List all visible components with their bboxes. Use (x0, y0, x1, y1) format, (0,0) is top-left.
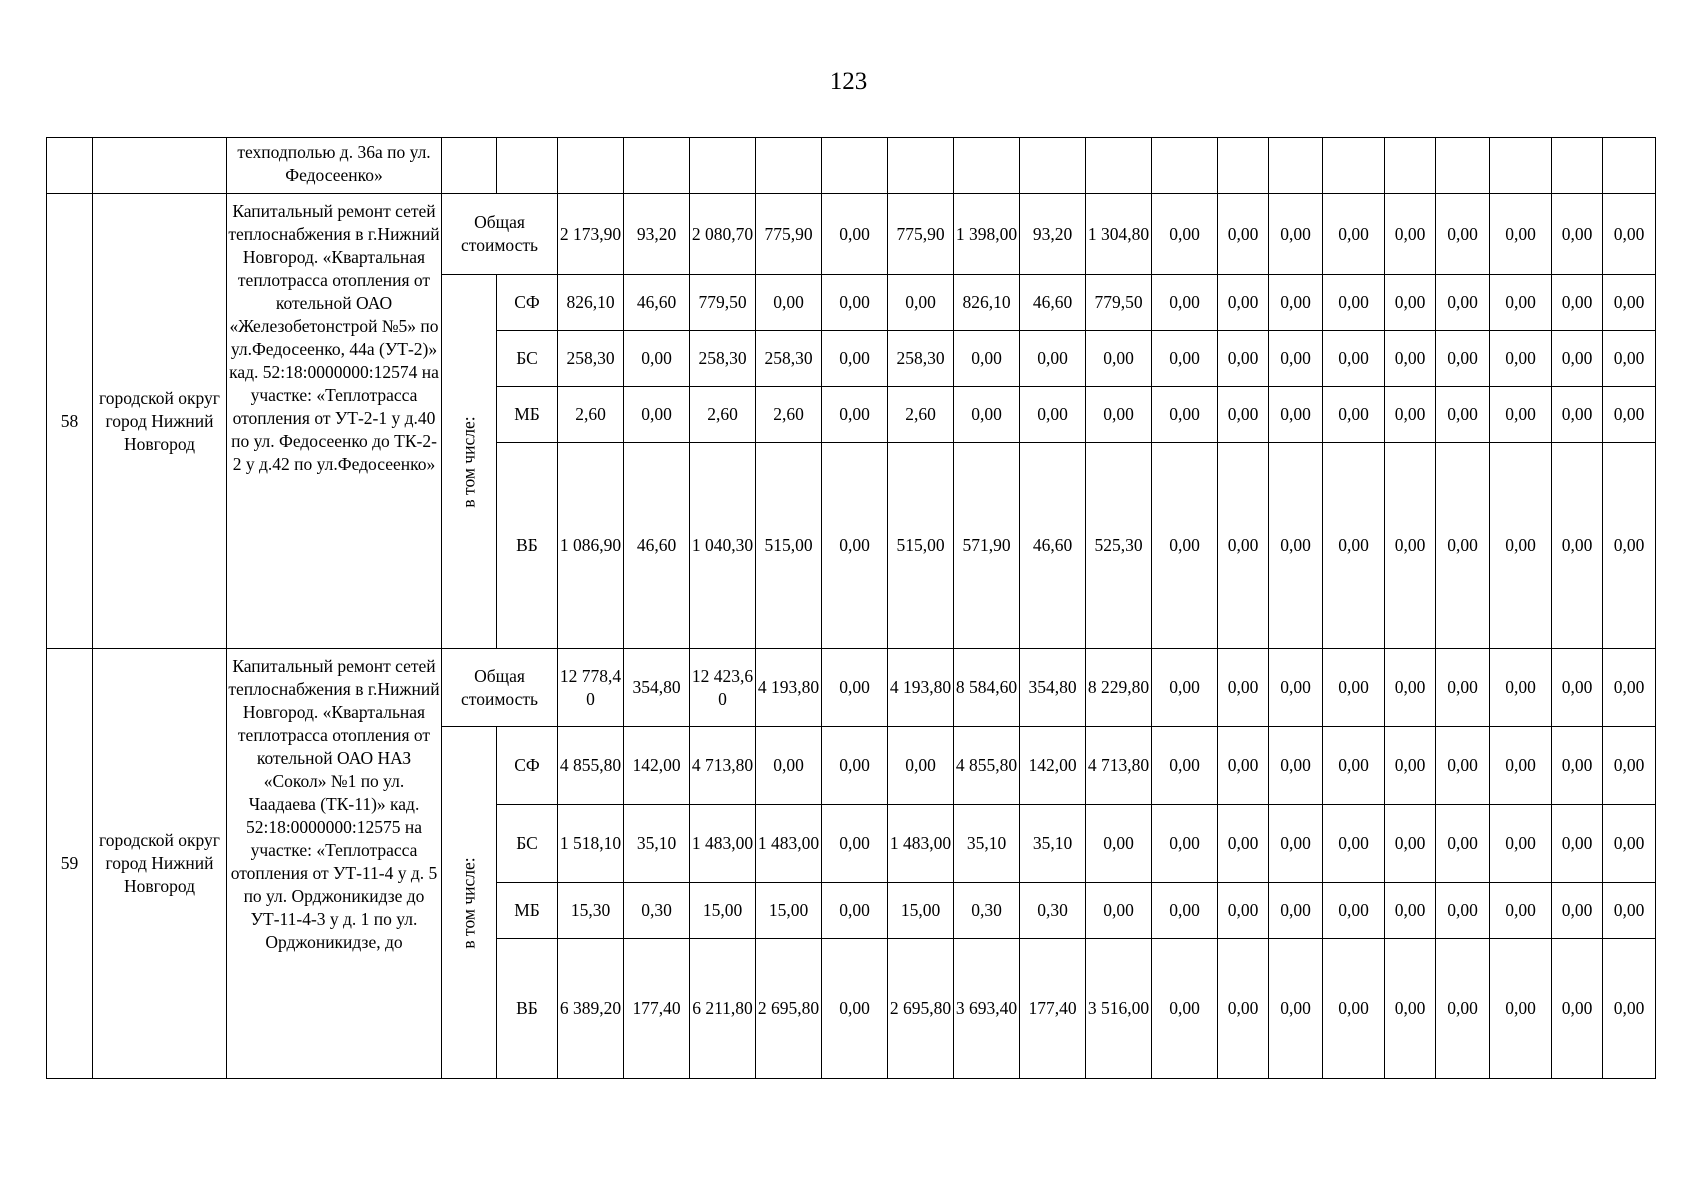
empty-cell (1152, 138, 1218, 194)
value-cell: 0,00 (1603, 727, 1656, 805)
value-cell: 46,60 (1020, 275, 1086, 331)
value-cell: 177,40 (1020, 939, 1086, 1079)
value-cell: 0,00 (1603, 275, 1656, 331)
value-cell: 775,90 (888, 194, 954, 275)
value-cell: 0,00 (1490, 727, 1552, 805)
funding-source: МБ (497, 883, 558, 939)
value-cell: 1 398,00 (954, 194, 1020, 275)
value-cell: 0,00 (1152, 649, 1218, 727)
value-cell: 2 173,90 (558, 194, 624, 275)
municipality: городской округ город Нижний Новгород (93, 649, 227, 1079)
value-cell: 0,00 (1218, 727, 1269, 805)
empty-cell (1436, 138, 1490, 194)
empty-cell (1603, 138, 1656, 194)
value-cell: 0,00 (1436, 194, 1490, 275)
value-cell: 4 713,80 (690, 727, 756, 805)
including-label-cell (442, 727, 497, 1079)
funding-source: СФ (497, 727, 558, 805)
value-cell: 0,00 (1152, 443, 1218, 649)
empty-cell (47, 138, 93, 194)
value-cell: 258,30 (888, 331, 954, 387)
funding-source: СФ (497, 275, 558, 331)
value-cell: 2,60 (756, 387, 822, 443)
value-cell: 0,00 (822, 275, 888, 331)
value-cell: 6 211,80 (690, 939, 756, 1079)
project-total-row (47, 194, 1656, 275)
total-cost-label: Общая стоимость (442, 649, 558, 727)
value-cell: 0,00 (1490, 443, 1552, 649)
value-cell: 0,00 (1086, 883, 1152, 939)
value-cell: 0,00 (1323, 649, 1385, 727)
value-cell: 0,00 (1152, 805, 1218, 883)
budget-table (46, 137, 1656, 1079)
value-cell: 0,00 (1436, 939, 1490, 1079)
value-cell: 0,00 (1385, 727, 1436, 805)
value-cell: 0,00 (1436, 387, 1490, 443)
value-cell: 2,60 (558, 387, 624, 443)
value-cell: 0,00 (1603, 443, 1656, 649)
value-cell: 0,00 (1086, 805, 1152, 883)
project-total-row (47, 649, 1656, 727)
value-cell: 0,00 (1152, 939, 1218, 1079)
value-cell: 0,30 (954, 883, 1020, 939)
value-cell: 93,20 (624, 194, 690, 275)
value-cell: 0,00 (1552, 387, 1603, 443)
empty-cell (1269, 138, 1323, 194)
including-label-cell (442, 275, 497, 649)
empty-cell (497, 138, 558, 194)
value-cell: 0,00 (822, 883, 888, 939)
value-cell: 0,00 (1490, 649, 1552, 727)
value-cell: 2,60 (690, 387, 756, 443)
value-cell: 46,60 (624, 275, 690, 331)
value-cell: 0,00 (1490, 805, 1552, 883)
value-cell: 0,00 (822, 939, 888, 1079)
value-cell: 0,00 (1552, 805, 1603, 883)
value-cell: 15,00 (756, 883, 822, 939)
value-cell: 0,00 (1603, 649, 1656, 727)
value-cell: 0,00 (1385, 194, 1436, 275)
value-cell: 0,00 (1603, 939, 1656, 1079)
value-cell: 1 518,10 (558, 805, 624, 883)
value-cell: 258,30 (690, 331, 756, 387)
value-cell: 0,00 (1490, 387, 1552, 443)
value-cell: 0,00 (1086, 331, 1152, 387)
value-cell: 0,00 (1385, 387, 1436, 443)
value-cell: 4 713,80 (1086, 727, 1152, 805)
municipality: городской округ город Нижний Новгород (93, 194, 227, 649)
continuation-row (47, 138, 1656, 194)
value-cell: 0,00 (1323, 805, 1385, 883)
value-cell: 0,00 (1218, 939, 1269, 1079)
value-cell: 2,60 (888, 387, 954, 443)
value-cell: 0,00 (1490, 331, 1552, 387)
empty-cell (1020, 138, 1086, 194)
empty-cell (1552, 138, 1603, 194)
value-cell: 0,00 (1436, 649, 1490, 727)
value-cell: 0,00 (1218, 331, 1269, 387)
value-cell: 0,00 (1218, 387, 1269, 443)
value-cell: 826,10 (558, 275, 624, 331)
value-cell: 0,00 (1552, 331, 1603, 387)
value-cell: 142,00 (1020, 727, 1086, 805)
value-cell: 0,00 (1269, 727, 1323, 805)
value-cell: 0,00 (624, 387, 690, 443)
value-cell: 0,00 (1269, 275, 1323, 331)
value-cell: 0,30 (1020, 883, 1086, 939)
value-cell: 354,80 (624, 649, 690, 727)
value-cell: 4 193,80 (756, 649, 822, 727)
value-cell: 0,00 (1436, 883, 1490, 939)
value-cell: 0,00 (1490, 194, 1552, 275)
value-cell: 0,00 (1552, 443, 1603, 649)
value-cell: 1 483,00 (888, 805, 954, 883)
value-cell: 6 389,20 (558, 939, 624, 1079)
empty-cell (624, 138, 690, 194)
value-cell: 0,00 (822, 805, 888, 883)
empty-cell (1323, 138, 1385, 194)
value-cell: 3 516,00 (1086, 939, 1152, 1079)
empty-cell (822, 138, 888, 194)
value-cell: 0,00 (1436, 727, 1490, 805)
empty-cell (558, 138, 624, 194)
value-cell: 35,10 (624, 805, 690, 883)
value-cell: 515,00 (888, 443, 954, 649)
table-body (47, 138, 1656, 1079)
value-cell: 0,00 (1218, 275, 1269, 331)
empty-cell (690, 138, 756, 194)
value-cell: 0,00 (1603, 883, 1656, 939)
value-cell: 0,00 (1152, 275, 1218, 331)
value-cell: 0,00 (1218, 194, 1269, 275)
value-cell: 0,00 (954, 387, 1020, 443)
value-cell: 0,00 (1603, 387, 1656, 443)
value-cell: 0,00 (1269, 649, 1323, 727)
value-cell: 258,30 (756, 331, 822, 387)
value-cell: 0,00 (756, 275, 822, 331)
value-cell: 0,00 (624, 331, 690, 387)
value-cell: 3 693,40 (954, 939, 1020, 1079)
continued-description: техподполью д. 36а по ул. Федосеенко» (227, 138, 442, 194)
value-cell: 0,00 (1323, 939, 1385, 1079)
including-label: в том числе: (458, 856, 479, 949)
value-cell: 15,00 (690, 883, 756, 939)
value-cell: 0,00 (1385, 883, 1436, 939)
project-description: Капитальный ремонт сетей теплоснабжения в г.Нижний Новгород. «Квартальная теплотрасса отопления от котельной ОАО «Железобетонстрой №5» по ул.Федосеенко, 44а (УТ-2)» кад. 52:18:0000000:12574 на участке: «Теплотрасса отопления от УТ-2-1 у д.40 по ул. Федосеенко до ТК-2-2 у д.42 по ул.Федосеенко» (227, 194, 442, 649)
value-cell: 0,00 (1323, 883, 1385, 939)
value-cell: 0,00 (1020, 387, 1086, 443)
value-cell: 15,00 (888, 883, 954, 939)
value-cell: 0,00 (822, 194, 888, 275)
value-cell: 0,00 (1552, 939, 1603, 1079)
value-cell: 0,00 (822, 331, 888, 387)
value-cell: 0,00 (1552, 194, 1603, 275)
value-cell: 0,00 (1490, 883, 1552, 939)
funding-source: ВБ (497, 443, 558, 649)
empty-cell (442, 138, 497, 194)
value-cell: 0,00 (822, 649, 888, 727)
funding-source: БС (497, 805, 558, 883)
value-cell: 0,00 (888, 727, 954, 805)
value-cell: 1 040,30 (690, 443, 756, 649)
value-cell: 0,00 (1323, 727, 1385, 805)
value-cell: 1 304,80 (1086, 194, 1152, 275)
value-cell: 0,00 (1490, 275, 1552, 331)
value-cell: 0,00 (1269, 883, 1323, 939)
value-cell: 0,00 (1385, 275, 1436, 331)
empty-cell (1218, 138, 1269, 194)
value-cell: 12 778,40 (558, 649, 624, 727)
value-cell: 354,80 (1020, 649, 1086, 727)
value-cell: 0,00 (1020, 331, 1086, 387)
value-cell: 8 584,60 (954, 649, 1020, 727)
total-cost-label: Общая стоимость (442, 194, 558, 275)
value-cell: 0,00 (1436, 275, 1490, 331)
value-cell: 15,30 (558, 883, 624, 939)
value-cell: 2 695,80 (756, 939, 822, 1079)
project-number: 59 (47, 649, 93, 1079)
value-cell: 0,00 (1269, 387, 1323, 443)
value-cell: 0,00 (1269, 443, 1323, 649)
value-cell: 4 855,80 (558, 727, 624, 805)
project-description: Капитальный ремонт сетей теплоснабжения в г.Нижний Новгород. «Квартальная теплотрасса отопления от котельной ОАО НАЗ «Сокол» №1 по ул. Чаадаева (ТК-11)» кад. 52:18:0000000:12575 на участке: «Теплотрасса отопления от УТ-11-4 у д. 5 по ул. Орджоникидзе до УТ-11-4-3 у д. 1 по ул. Орджоникидзе, до (227, 649, 442, 1079)
value-cell: 93,20 (1020, 194, 1086, 275)
value-cell: 0,00 (1152, 387, 1218, 443)
value-cell: 0,00 (1385, 939, 1436, 1079)
value-cell: 35,10 (1020, 805, 1086, 883)
including-label: в том числе: (458, 415, 479, 508)
value-cell: 177,40 (624, 939, 690, 1079)
value-cell: 0,00 (1552, 727, 1603, 805)
value-cell: 0,00 (1218, 443, 1269, 649)
value-cell: 1 483,00 (756, 805, 822, 883)
value-cell: 0,00 (954, 331, 1020, 387)
value-cell: 0,00 (1152, 727, 1218, 805)
value-cell: 0,00 (1436, 331, 1490, 387)
empty-cell (1086, 138, 1152, 194)
value-cell: 0,00 (1152, 331, 1218, 387)
value-cell: 0,00 (1385, 649, 1436, 727)
value-cell: 0,00 (1323, 443, 1385, 649)
value-cell: 2 080,70 (690, 194, 756, 275)
value-cell: 1 086,90 (558, 443, 624, 649)
funding-source: МБ (497, 387, 558, 443)
value-cell: 0,00 (1269, 939, 1323, 1079)
value-cell: 0,00 (1269, 805, 1323, 883)
value-cell: 142,00 (624, 727, 690, 805)
value-cell: 0,00 (756, 727, 822, 805)
empty-cell (954, 138, 1020, 194)
value-cell: 0,00 (1552, 883, 1603, 939)
value-cell: 826,10 (954, 275, 1020, 331)
value-cell: 8 229,80 (1086, 649, 1152, 727)
value-cell: 0,00 (1385, 443, 1436, 649)
value-cell: 0,00 (1436, 443, 1490, 649)
value-cell: 0,00 (1269, 194, 1323, 275)
value-cell: 0,00 (1152, 194, 1218, 275)
empty-cell (1490, 138, 1552, 194)
value-cell: 779,50 (1086, 275, 1152, 331)
value-cell: 0,00 (1385, 331, 1436, 387)
value-cell: 0,00 (1552, 649, 1603, 727)
value-cell: 0,00 (1385, 805, 1436, 883)
value-cell: 0,00 (1603, 805, 1656, 883)
value-cell: 0,00 (1436, 805, 1490, 883)
value-cell: 0,00 (822, 727, 888, 805)
value-cell: 2 695,80 (888, 939, 954, 1079)
page-number: 123 (829, 68, 868, 95)
value-cell: 1 483,00 (690, 805, 756, 883)
value-cell: 0,00 (888, 275, 954, 331)
value-cell: 0,00 (1218, 805, 1269, 883)
value-cell: 525,30 (1086, 443, 1152, 649)
value-cell: 0,00 (1603, 194, 1656, 275)
value-cell: 0,00 (1269, 331, 1323, 387)
value-cell: 12 423,60 (690, 649, 756, 727)
funding-source: БС (497, 331, 558, 387)
empty-cell (888, 138, 954, 194)
value-cell: 0,00 (1323, 275, 1385, 331)
value-cell: 35,10 (954, 805, 1020, 883)
value-cell: 0,00 (1323, 387, 1385, 443)
value-cell: 0,00 (1552, 275, 1603, 331)
empty-cell (1385, 138, 1436, 194)
value-cell: 775,90 (756, 194, 822, 275)
value-cell: 0,00 (1218, 649, 1269, 727)
value-cell: 46,60 (1020, 443, 1086, 649)
value-cell: 258,30 (558, 331, 624, 387)
value-cell: 0,00 (1603, 331, 1656, 387)
value-cell: 515,00 (756, 443, 822, 649)
value-cell: 0,00 (1152, 883, 1218, 939)
value-cell: 0,00 (1490, 939, 1552, 1079)
value-cell: 0,00 (1086, 387, 1152, 443)
empty-cell (93, 138, 227, 194)
value-cell: 0,00 (822, 443, 888, 649)
value-cell: 4 193,80 (888, 649, 954, 727)
value-cell: 0,00 (822, 387, 888, 443)
value-cell: 46,60 (624, 443, 690, 649)
funding-source: ВБ (497, 939, 558, 1079)
value-cell: 0,00 (1323, 194, 1385, 275)
value-cell: 0,30 (624, 883, 690, 939)
project-number: 58 (47, 194, 93, 649)
value-cell: 0,00 (1323, 331, 1385, 387)
empty-cell (756, 138, 822, 194)
value-cell: 4 855,80 (954, 727, 1020, 805)
value-cell: 0,00 (1218, 883, 1269, 939)
value-cell: 779,50 (690, 275, 756, 331)
value-cell: 571,90 (954, 443, 1020, 649)
